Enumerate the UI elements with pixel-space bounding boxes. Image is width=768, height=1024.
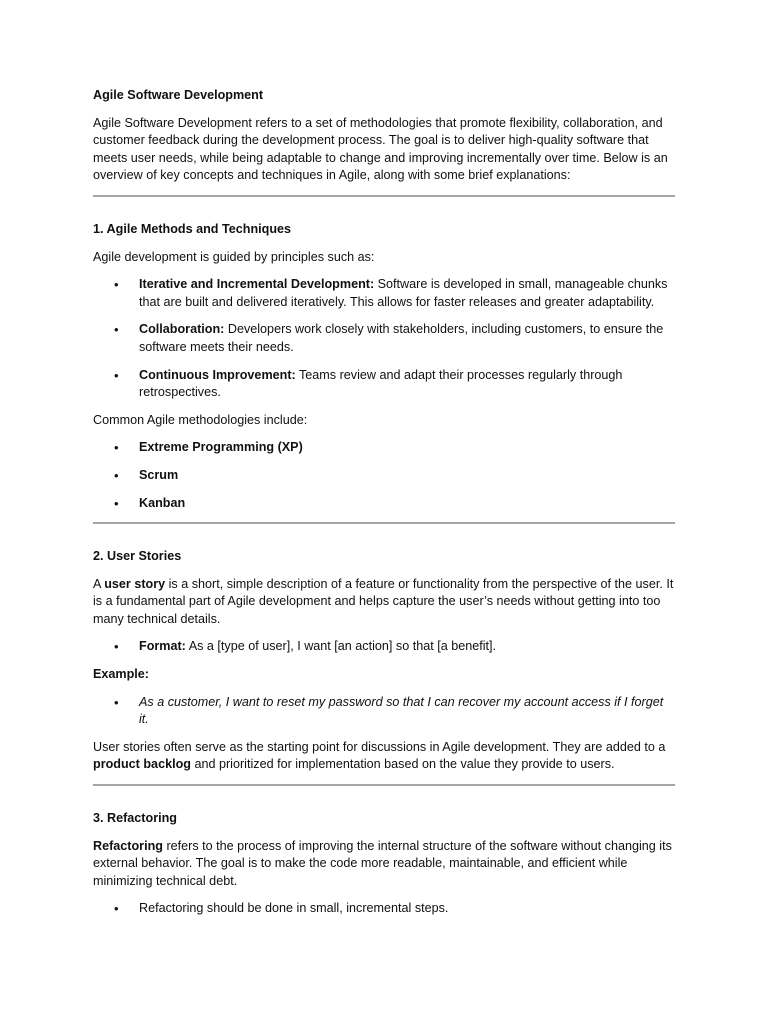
list-item — [93, 900, 675, 918]
section-divider — [93, 784, 675, 786]
bullet-icon: • — [114, 367, 119, 383]
principle-term: Iterative and Incremental Development: — [139, 277, 375, 292]
product-backlog-term: product backlog — [93, 757, 191, 772]
list-item — [93, 276, 675, 311]
text-run: is a short, simple description of a feature or functionality from the perspective of the user. It is a fundamental part of Agile development and helps capture the user’s needs without getting into too many technical details. — [93, 576, 674, 626]
section-heading-refactoring: 3. Refactoring — [93, 811, 177, 826]
principle-term: Continuous Improvement: — [139, 367, 296, 382]
bullet-icon: • — [114, 495, 119, 511]
list-item — [93, 467, 675, 485]
example-label: Example: — [93, 667, 149, 682]
format-text: As a [type of user], I want [an action] so that [a benefit]. — [185, 639, 497, 654]
backlog-paragraph — [93, 739, 675, 774]
list-item — [93, 321, 675, 356]
list-item — [93, 694, 675, 729]
list-item — [93, 495, 675, 513]
document-title: Agile Software Development — [93, 88, 264, 102]
section-heading-agile-methods: 1. Agile Methods and Techniques — [93, 221, 292, 236]
text-run: and prioritized for implementation based on the value they provide to users. — [190, 757, 615, 772]
principle-term: Collaboration: — [139, 322, 225, 337]
method-name: Kanban — [139, 495, 186, 510]
format-term: Format: — [139, 639, 186, 654]
bullet-icon: • — [114, 694, 119, 710]
refactoring-bullet-text: Refactoring should be done in small, incremental steps. — [139, 901, 449, 916]
refactoring-list — [93, 900, 675, 918]
refactoring-paragraph — [93, 838, 675, 891]
document-page — [93, 87, 675, 928]
bullet-icon: • — [114, 277, 119, 293]
list-item — [93, 638, 675, 656]
example-text: As a customer, I want to reset my password so that I can recover my account access if I forget it. — [139, 694, 664, 727]
text-run: User stories often serve as the starting point for discussions in Agile development. They are added to a — [93, 739, 666, 754]
bullet-icon: • — [114, 467, 119, 483]
method-name: Extreme Programming (XP) — [139, 440, 303, 455]
bullet-icon: • — [114, 440, 119, 456]
section-divider — [93, 195, 675, 197]
principles-lead: Agile development is guided by principles such as: — [93, 249, 375, 264]
intro-paragraph: Agile Software Development refers to a set of methodologies that promote flexibility, collaboration, and customer feedback during the development process. The goal is to deliver high-quality software that meets user needs, while being adaptable to change and improving incrementally over time. Below is an overview of key concepts and techniques in Agile, along with some brief explanations: — [93, 115, 668, 183]
principles-list — [93, 276, 675, 402]
section-heading-user-stories: 2. User Stories — [93, 549, 182, 564]
list-item — [93, 367, 675, 402]
refactoring-term: Refactoring — [93, 838, 163, 853]
principle-text: Teams review and adapt their processes regularly through retrospectives. — [139, 367, 623, 400]
methods-lead: Common Agile methodologies include: — [93, 412, 308, 427]
text-run: refers to the process of improving the internal structure of the software without changing its external behavior. The goal is to make the code more readable, maintainable, and efficient while minimizing technical debt. — [93, 838, 672, 888]
list-item — [93, 439, 675, 457]
bullet-icon: • — [114, 322, 119, 338]
example-list — [93, 694, 675, 729]
principle-text: Developers work closely with stakeholders, including customers, to ensure the software meets their needs. — [139, 322, 664, 354]
user-story-paragraph — [93, 576, 675, 629]
method-name: Scrum — [139, 467, 179, 482]
bullet-icon: • — [114, 639, 119, 655]
text-run: A — [93, 576, 105, 591]
methods-list — [93, 439, 675, 512]
section-divider — [93, 522, 675, 524]
format-list — [93, 638, 675, 656]
bullet-icon: • — [114, 901, 119, 917]
principle-text: Software is developed in small, manageable chunks that are built and delivered iteratively. This allows for faster releases and greater adaptability. — [139, 277, 668, 309]
user-story-term: user story — [104, 576, 166, 591]
